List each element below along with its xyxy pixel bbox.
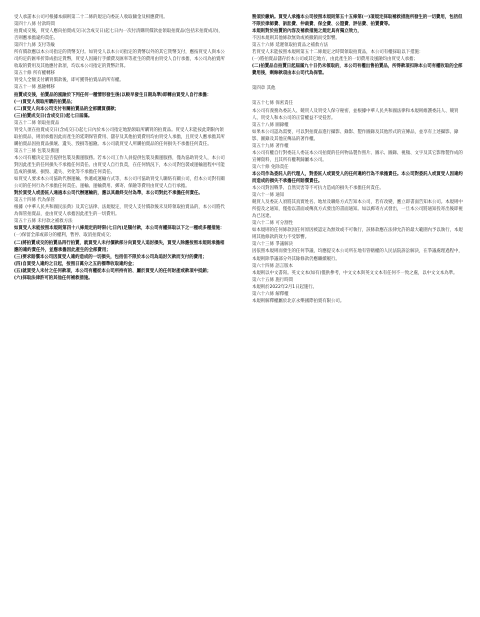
article-heading: 第五十八條 圖錄權 bbox=[252, 122, 289, 128]
bold-paragraph: (二)買受人向本公司支付有關拍賣品的全部購買價款； bbox=[14, 106, 119, 112]
paragraph: (一)將拍賣品儲存於本公司或其它地方，由此產生的一切費用及風險均由買受人承擔； bbox=[252, 57, 418, 63]
article-heading: 第六十六條 解釋權 bbox=[252, 291, 289, 297]
article-heading: 第五十條 所有權轉移 bbox=[14, 71, 55, 77]
bold-paragraph: (四)自買受人違約之日起，按照日萬分之五的標準收取違約金； bbox=[14, 261, 137, 267]
paragraph: 如果本公司認為需要，可以對拍賣品進行攝影、錄影、製作圖錄及其他形式的宣傳品，並享有上述攝影、錄影、圖錄及其他宣傳品的著作權。 bbox=[252, 129, 459, 142]
paragraph: 本公司有權決定是否提供包裝及搬運服務。若本公司工作人員提供包裝及搬運服務，僅為協助買受人，本公司對因此產生的任何損失不承擔任何責任。由買受人自行負責，在任何情況下，本公司對包裝或運輸過程中可能造成的損壞、損毀、遺失、劣化等不承擔任何責任。 bbox=[14, 155, 225, 176]
article-heading: 第五十七條 保密責任 bbox=[252, 101, 293, 107]
article-heading: 第四十八條 付款時間 bbox=[14, 22, 55, 28]
paragraph: 本規則以中文書寫。英文文本(如有)僅供參考，中文文本與英文文本有任何不一致之處，以中文文本為準。 bbox=[252, 270, 458, 276]
paragraph: 若買受人未能按照本規則第五十二條規定之時間領取拍賣品，本公司有權採取以下措施： bbox=[252, 50, 424, 56]
article-heading: 第五十四條 代為保管 bbox=[14, 198, 55, 204]
article-heading: 第五十一條 風險轉移 bbox=[14, 85, 55, 91]
article-heading: 第五十六條 延遲領取拍賣品之補救方法 bbox=[252, 43, 329, 49]
article-heading: 第五十五條 未付款之補救方法 bbox=[14, 219, 73, 225]
article-heading: 第五十三條 包裝及搬運 bbox=[14, 148, 60, 154]
bold-paragraph: (二)拍賣品自拍賣日起屆滿九十日仍未領取的，本公司有權出售拍賣品，所得款項扣除本公司有權收取的全部費用後，剩餘款項由本公司代為保管。 bbox=[252, 64, 463, 77]
paragraph: 本規則解釋權屬於北京永樂國際拍賣有限公司。 bbox=[252, 298, 345, 304]
left-column bbox=[14, 14, 226, 282]
article-heading: 第六十二條 可分割性 bbox=[252, 221, 293, 227]
chapter-heading: 第四章 其他 bbox=[252, 86, 276, 92]
paragraph: 拍賣成交後，買受人應向拍賣成交日(含成交日)起七日內一次付清購買價款並領取拍賣品(包括未拍賣成功)，否則應承擔違約責任。 bbox=[14, 29, 223, 42]
article-heading: 第六十條 免除責任 bbox=[252, 164, 289, 170]
paragraph: 買受人全額支付購買價款後，即可獲得拍賣品的所有權。 bbox=[14, 78, 124, 84]
bold-paragraph: (三)拍賣成交日(含成交日)起七日屆滿。 bbox=[14, 113, 93, 119]
paragraph: 本公司有權自行對委託人委託本公司拍賣的任何物品製作照片、圖示、圖錄、視頻、文字及其它影像製作成的宣傳資料，且其所有權利歸屬本公司。 bbox=[252, 150, 463, 163]
article-heading: 第六十五條 施行時間 bbox=[252, 277, 293, 283]
paragraph: 如本規則的任何條款因任何原因被認定為無效或不可執行，該條款應在法律允許的最大範圍內予以執行，本規則其他條款的效力不受影響。 bbox=[252, 228, 463, 241]
paragraph: 所有價款應以本公司指定的貨幣支付。如買受人以本公司指定的貨幣以外的其它貨幣支付，應按買受人與本公司約定的匯率折算成指定貨幣，買受人因銀行手續費及匯率等產生的費用由買受人自行承擔，本公司為拍賣所收取的費用及其他應付款項，均以本公司指定的貨幣計算。 bbox=[14, 50, 225, 70]
bold-paragraph: (六)採取法律許可的其他任何補救措施。 bbox=[14, 275, 93, 281]
paragraph: 根據《中華人民共和國民法典》及其它法律、法規規定，買受人支付價款後未及時領取拍賣品的，本公司將代為保管拍賣品，並由買受人承擔因此產生的一切費用。 bbox=[14, 205, 225, 218]
spacer bbox=[252, 77, 464, 82]
bold-paragraph: (三)要求賠償本公司因買受人違約造成的一切損失，包括但不限於本公司為追討欠款而支付的費用； bbox=[14, 254, 207, 260]
bold-paragraph: 本公司作為委託人的代理人，對委託人或買受人的任何違約行為不承擔責任。本公司對委託人或買受人因違約而造成的損失不承擔任何賠償責任。 bbox=[252, 171, 463, 184]
paragraph: 如買受人要求本公司協助代辦運輸、快遞或運輸方式等，本公司可協助買受人聯絡有關公司，但本公司對有關公司的任何行為不承擔任何責任。運輸、運輸費用、郵寄、保險等費用由買受人自行承擔。 bbox=[14, 177, 225, 190]
paragraph: 本公司對因戰爭、自然災害等不可抗力造成的損失不承擔任何責任。 bbox=[252, 186, 384, 192]
bold-paragraph: (二)將拍賣成交的拍賣品再行拍賣，就買受人未付價款部分向買受人追討損失，買受人除應按照本規則承擔相應的違約責任外，並應承擔因此產生的全部費用； bbox=[14, 240, 225, 253]
bold-paragraph: (一)買受人領取所購的拍賣品； bbox=[14, 99, 76, 105]
article-heading: 第六十三條 爭議解決 bbox=[252, 242, 293, 248]
paragraph: 不因本規則其他條款無效或被撤銷而受影響。 bbox=[252, 36, 340, 42]
bold-paragraph: 務須於繳納。買受人承擔本公司按照本規則第五十五條第(一)項規定採取補救措施所發生的一切費用，包括但不限於律師費、訴訟費、仲裁費、保全費、公證費、評估費、拍賣費等。 bbox=[252, 15, 463, 28]
bold-paragraph: 對於買受人或委託人通過本公司代辦運輸的，應以其最終交付為準，本公司對此不承擔任何責任。 bbox=[14, 191, 203, 197]
paragraph: 本公司有義務為委託人、競買人及買受人保守秘密，並根據中華人民共和國法律和本規則維護委託人、競買人、買受人和本公司的正當權益不受侵害。 bbox=[252, 108, 459, 121]
paragraph: 買受人須在拍賣成交日(含成交日)起七日內於本公司指定地點領取所購買的拍賣品。買受人未能按此期限內領取拍賣品，則須承擔因此而產生的延期保管費用、儲存及其他拍賣費用均由買受人承擔，且買受人應承擔其所購拍賣品因拍賣品損壞、遺失、毀損等風險。本公司就買受人所購拍賣品的任何損失不承擔任何責任。 bbox=[14, 127, 225, 147]
bold-paragraph: 如買受人未能按照本規則第四十八條規定的時限(七日內)足額付款，本公司有權採取以下之一種或多種措施： bbox=[14, 226, 225, 232]
paragraph: 本規則於2022年2月1日起施行。 bbox=[252, 284, 318, 290]
article-heading: 第六十四條 語言版本 bbox=[252, 263, 293, 269]
paragraph: (一)保留全部或部分的權利，暫停、取消拍賣成交； bbox=[14, 233, 115, 239]
bold-paragraph: 本規則對於拍賣的內容及補救措施之規定具有獨立效力， bbox=[252, 29, 362, 35]
bold-paragraph: 拍賣成交後，拍賣品的風險於下列任何一種情形發生後(以較早發生日期為準)即轉由買受人自行承擔： bbox=[14, 92, 212, 98]
article-heading: 第六十一條 通知 bbox=[252, 193, 285, 199]
article-heading: 第五十二條 領取拍賣品 bbox=[14, 120, 60, 126]
paragraph: 競買人及委託人須將其真實姓名、地址及聯絡方式告知本公司，若有改變，應立即書面告知本公司。本規則中所提及之通知，僅指以書面或傳真方式發出的書面通知。如以郵寄方式發出，一旦本公司將通知投寄出後即視為已送達。 bbox=[252, 200, 463, 220]
bold-paragraph: (五)就買受人未付之任何款項，本公司有權從本公司所持有的、屬於買受人的任何財產或款項中抵銷； bbox=[14, 268, 212, 274]
article-heading: 第四十九條 支付等級 bbox=[14, 43, 55, 49]
right-column bbox=[252, 14, 464, 305]
paragraph: 受人承諾本公司可根據本細則第二十二條的規定向委託人收取傭金及相應費用。 bbox=[14, 15, 168, 20]
article-heading: 第五十九條 著作權 bbox=[252, 143, 289, 149]
paragraph: 因依照本規則而發生的任何爭議，均應提交本公司所在地有管轄權的人民法院訴訟解決，在爭議處理過程中，本規則除爭議部分外其餘條款仍應繼續履行。 bbox=[252, 249, 463, 262]
